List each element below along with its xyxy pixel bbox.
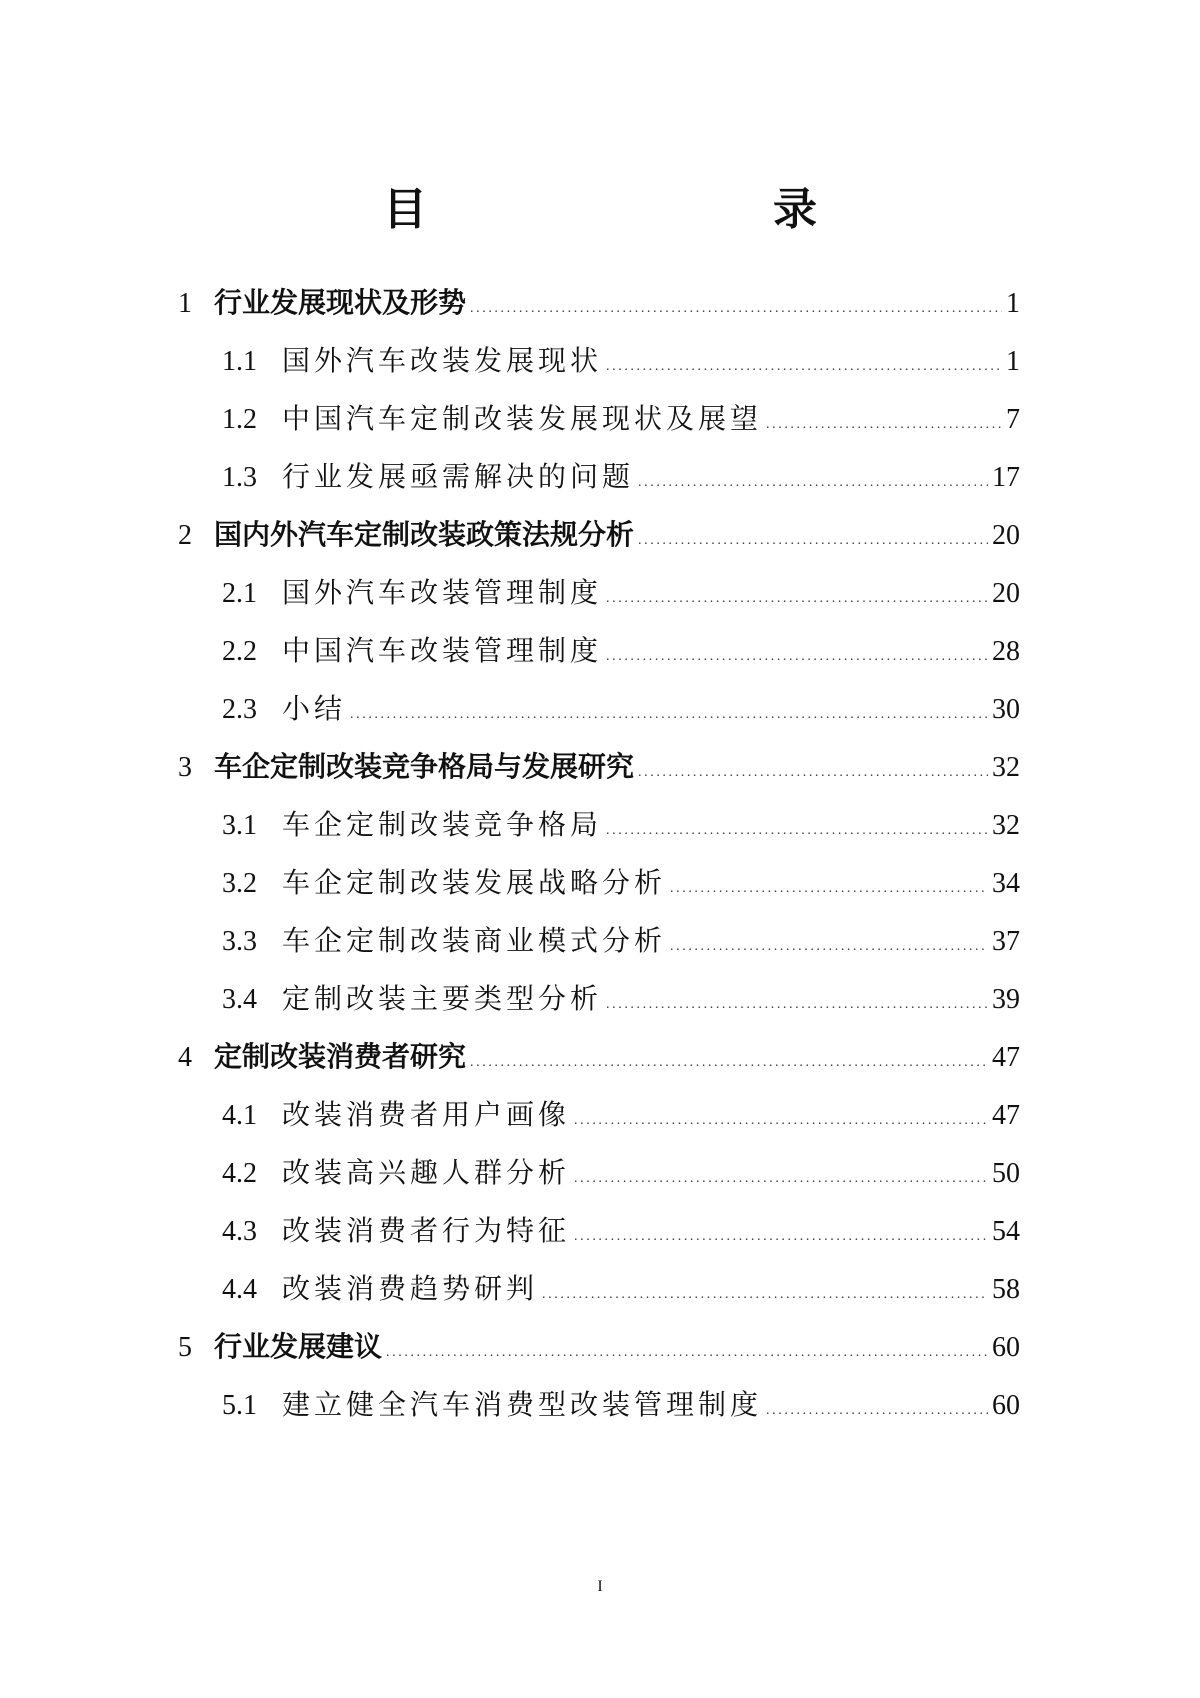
dot-leader <box>574 1154 988 1204</box>
toc-entry-2-1[interactable] <box>222 568 1020 618</box>
toc-number: 5.1 <box>222 1390 257 1421</box>
toc-text: 国内外汽车定制改装政策法规分析 <box>214 518 635 551</box>
toc-entry-2[interactable] <box>178 510 1020 560</box>
toc-text: 改装高兴趣人群分析 <box>282 1156 571 1189</box>
toc-number: 4 <box>178 1042 192 1073</box>
toc-number: 1.2 <box>222 404 257 435</box>
toc-entry-5[interactable] <box>178 1322 1020 1372</box>
toc-number: 4.1 <box>222 1100 257 1131</box>
toc-entry-3-2[interactable] <box>222 858 1020 908</box>
toc-entry-4-1[interactable] <box>222 1090 1020 1140</box>
toc-entry-3-4[interactable] <box>222 974 1020 1024</box>
toc-number: 3.2 <box>222 868 257 899</box>
toc-page-number: 17 <box>992 462 1020 493</box>
toc-text: 改装消费者用户画像 <box>282 1098 571 1131</box>
dot-leader <box>670 922 988 972</box>
toc-number: 3.3 <box>222 926 257 957</box>
dot-leader <box>766 1386 988 1436</box>
toc-entry-1-3[interactable] <box>222 452 1020 502</box>
toc-page-number: 34 <box>992 868 1020 899</box>
dot-leader <box>606 806 988 856</box>
dot-leader <box>638 748 988 798</box>
toc-page-number: 1 <box>1006 346 1020 377</box>
toc-number: 4.3 <box>222 1216 257 1247</box>
toc-text: 定制改装主要类型分析 <box>282 982 603 1015</box>
toc-number: 3.1 <box>222 810 257 841</box>
toc-text: 行业发展建议 <box>214 1330 383 1363</box>
toc-number: 3 <box>178 752 192 783</box>
toc-text: 中国汽车定制改装发展现状及展望 <box>282 402 763 435</box>
toc-page-number: 1 <box>1006 288 1020 319</box>
toc-page-number: 47 <box>992 1042 1020 1073</box>
dot-leader <box>470 284 1002 334</box>
toc-number: 4.4 <box>222 1274 257 1305</box>
toc-page-number: 54 <box>992 1216 1020 1247</box>
dot-leader <box>574 1212 988 1262</box>
toc-page-number: 7 <box>1006 404 1020 435</box>
dot-leader <box>386 1328 988 1378</box>
toc-entry-4-2[interactable] <box>222 1148 1020 1198</box>
toc-page-number: 37 <box>992 926 1020 957</box>
toc-text: 行业发展现状及形势 <box>214 286 467 319</box>
dot-leader <box>606 632 988 682</box>
dot-leader <box>670 864 988 914</box>
toc-page-number: 20 <box>992 520 1020 551</box>
toc-entry-4-3[interactable] <box>222 1206 1020 1256</box>
dot-leader <box>542 1270 988 1320</box>
dot-leader <box>350 690 988 740</box>
toc-entry-3[interactable] <box>178 742 1020 792</box>
toc-number: 5 <box>178 1332 192 1363</box>
toc-text: 车企定制改装竞争格局 <box>282 808 603 841</box>
toc-entry-4[interactable] <box>178 1032 1020 1082</box>
dot-leader <box>638 516 988 566</box>
toc-number: 1.1 <box>222 346 257 377</box>
toc-text: 车企定制改装发展战略分析 <box>282 866 667 899</box>
toc-text: 定制改装消费者研究 <box>214 1040 467 1073</box>
toc-text: 行业发展亟需解决的问题 <box>282 460 635 493</box>
toc-page-number: 60 <box>992 1390 1020 1421</box>
dot-leader <box>606 342 1002 392</box>
page-title: 目 录 <box>383 184 903 235</box>
toc-page-number: 47 <box>992 1100 1020 1131</box>
toc-page-number: 32 <box>992 810 1020 841</box>
toc-number: 1.3 <box>222 462 257 493</box>
toc-number: 4.2 <box>222 1158 257 1189</box>
toc-text: 小结 <box>282 692 347 725</box>
toc-page-number: 30 <box>992 694 1020 725</box>
toc-number: 1 <box>178 288 192 319</box>
toc-entry-5-1[interactable] <box>222 1380 1020 1430</box>
toc-text: 车企定制改装商业模式分析 <box>282 924 667 957</box>
toc-entry-2-2[interactable] <box>222 626 1020 676</box>
toc-text: 国外汽车改装管理制度 <box>282 576 603 609</box>
toc-number: 3.4 <box>222 984 257 1015</box>
toc-text: 国外汽车改装发展现状 <box>282 344 603 377</box>
toc-text: 车企定制改装竞争格局与发展研究 <box>214 750 635 783</box>
dot-leader <box>638 458 988 508</box>
dot-leader <box>606 574 988 624</box>
dot-leader <box>606 980 988 1030</box>
toc-page-number: 20 <box>992 578 1020 609</box>
toc-entry-1[interactable] <box>178 278 1020 328</box>
dot-leader <box>470 1038 988 1088</box>
toc-entry-3-1[interactable] <box>222 800 1020 850</box>
toc-entry-3-3[interactable] <box>222 916 1020 966</box>
toc-number: 2.2 <box>222 636 257 667</box>
toc-text: 建立健全汽车消费型改装管理制度 <box>282 1388 763 1421</box>
page-number: I <box>597 1578 603 1595</box>
toc-text: 改装消费者行为特征 <box>282 1214 571 1247</box>
dot-leader <box>766 400 1002 450</box>
toc-page-number: 28 <box>992 636 1020 667</box>
toc-number: 2.3 <box>222 694 257 725</box>
toc-page-number: 32 <box>992 752 1020 783</box>
toc-page-number: 58 <box>992 1274 1020 1305</box>
toc-entry-4-4[interactable] <box>222 1264 1020 1314</box>
toc-page-number: 39 <box>992 984 1020 1015</box>
dot-leader <box>574 1096 988 1146</box>
toc-page-number: 60 <box>992 1332 1020 1363</box>
toc-text: 改装消费趋势研判 <box>282 1272 539 1305</box>
toc-text: 中国汽车改装管理制度 <box>282 634 603 667</box>
toc-entry-2-3[interactable] <box>222 684 1020 734</box>
toc-page-number: 50 <box>992 1158 1020 1189</box>
toc-number: 2 <box>178 520 192 551</box>
toc-number: 2.1 <box>222 578 257 609</box>
toc-entry-1-2[interactable] <box>222 394 1020 444</box>
toc-entry-1-1[interactable] <box>222 336 1020 386</box>
